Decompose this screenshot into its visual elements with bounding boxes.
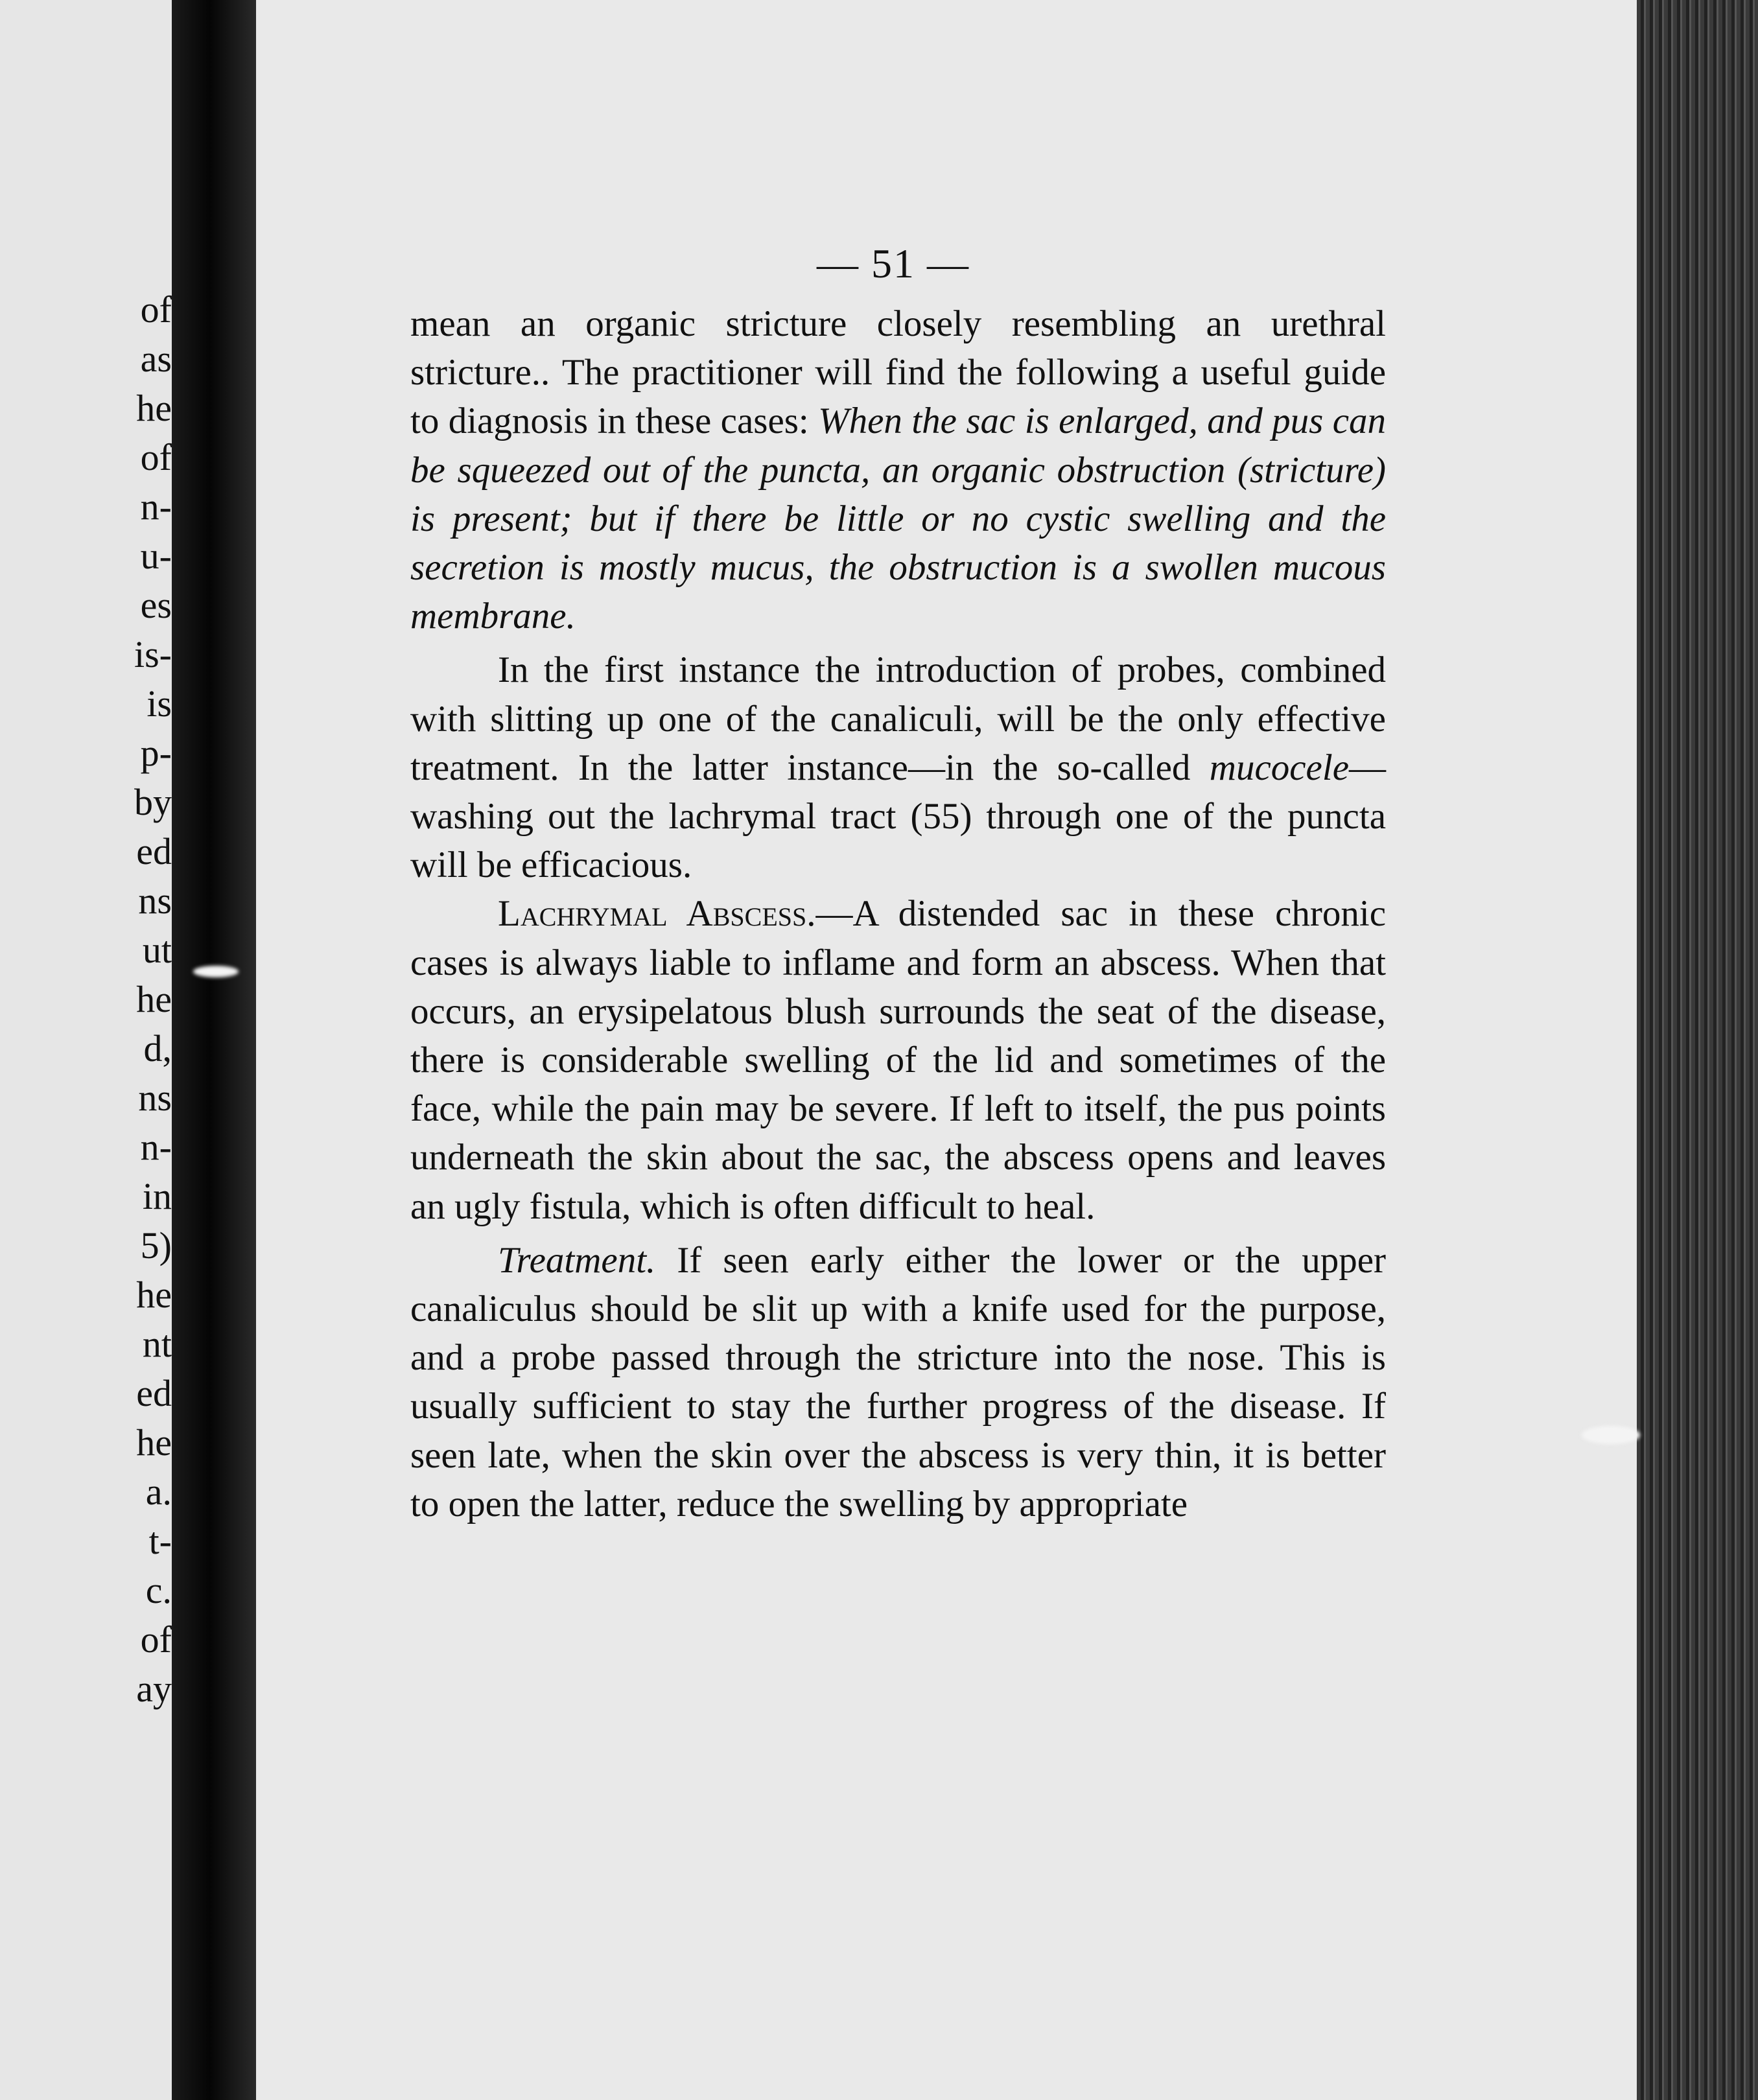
left-fragment: t- — [148, 1520, 172, 1562]
left-page — [0, 0, 172, 2100]
page-body — [410, 299, 1386, 1528]
section-heading-treatment: Treatment. — [498, 1239, 656, 1281]
left-fragment: of — [140, 1618, 172, 1661]
left-fragment: es — [140, 584, 172, 626]
left-fragment: n- — [140, 485, 172, 528]
left-fragment: he — [136, 387, 172, 429]
page-number: — 51 — — [817, 240, 970, 286]
left-fragment: 5) — [140, 1224, 172, 1266]
left-fragment: is- — [134, 633, 172, 675]
left-fragment: of — [140, 288, 172, 331]
left-fragment: as — [140, 338, 172, 380]
paragraph-text: In the first instance the introduction of probes, combined with slitting up one of the canaliculi, will be the only effective treatment. In the latter instance—in the so-called — [410, 649, 1386, 788]
paragraph-lachrymal-abscess — [410, 889, 1386, 1230]
left-fragment: a. — [145, 1471, 172, 1513]
left-fragment: ut — [142, 929, 172, 971]
left-fragment: d, — [143, 1027, 172, 1069]
paragraph-text: mean an organic stricture closely resembling an urethral stricture.. The practitioner will find the following a useful guide to diagnosis in these cases: — [410, 303, 1386, 442]
page-edge-stack — [1637, 0, 1758, 2100]
left-fragment: ns — [138, 1077, 172, 1119]
left-fragment: ay — [136, 1668, 172, 1710]
book-spine — [172, 0, 256, 2100]
paragraph-text: —washing out the lachrymal tract (55) through one of the puncta will be efficacious. — [410, 747, 1386, 886]
diagnosis-rule-italic: When the sac is enlarged, and pus can be squeezed out of the puncta, an organic obstruction (stricture) is present; but if there be little or no cystic swelling and the secretion is mostly mucus, the obstruction is a swollen mucous membrane. — [410, 401, 1386, 637]
left-fragment: ed — [136, 1372, 172, 1414]
left-fragment: ed — [136, 830, 172, 872]
left-fragment: n- — [140, 1126, 172, 1168]
left-fragment: u- — [140, 535, 172, 577]
left-fragment: p- — [140, 732, 172, 774]
paragraph-text: —A distended sac in these chronic cases is always liable to inflame and form an abscess. When that occurs, an erysipelatous blush surrounds the seat of the disease, there is considerable swelling of the lid and sometimes of the face, while the pain may be severe. If left to itself, the pus points underneath the skin about the sac, the abscess opens and leaves an ugly fistula, which is often difficult to heal. — [410, 893, 1386, 1227]
term-mucocele: mucocele — [1209, 747, 1349, 788]
left-fragment: ns — [138, 880, 172, 922]
paper-blemish — [1582, 1426, 1640, 1444]
paper-blemish — [193, 966, 239, 977]
left-fragment: he — [136, 1274, 172, 1316]
paragraph-treatment-options — [410, 646, 1386, 889]
left-fragment: he — [136, 1421, 172, 1464]
left-fragment: nt — [142, 1323, 172, 1365]
left-fragment: he — [136, 978, 172, 1020]
paragraph-diagnosis — [410, 299, 1386, 640]
paragraph-text: If seen early either the lower or the upper canaliculus should be slit up with a knife used for the purpose, and a probe passed through the stricture into the nose. This is usually sufficient to stay the further progress of the disease. If seen late, when the skin over the abscess is very thin, it is better to open the latter, reduce the swelling by appropriate — [410, 1239, 1386, 1524]
left-fragment: c. — [145, 1569, 172, 1611]
section-heading-lachrymal-abscess: Lachrymal Abscess. — [498, 893, 816, 935]
left-fragment: is — [146, 682, 172, 725]
left-fragment: by — [134, 781, 172, 823]
left-page-text-fragments — [134, 285, 172, 1714]
paragraph-treatment — [410, 1236, 1386, 1528]
left-fragment: of — [140, 436, 172, 478]
left-fragment: in — [142, 1175, 172, 1217]
